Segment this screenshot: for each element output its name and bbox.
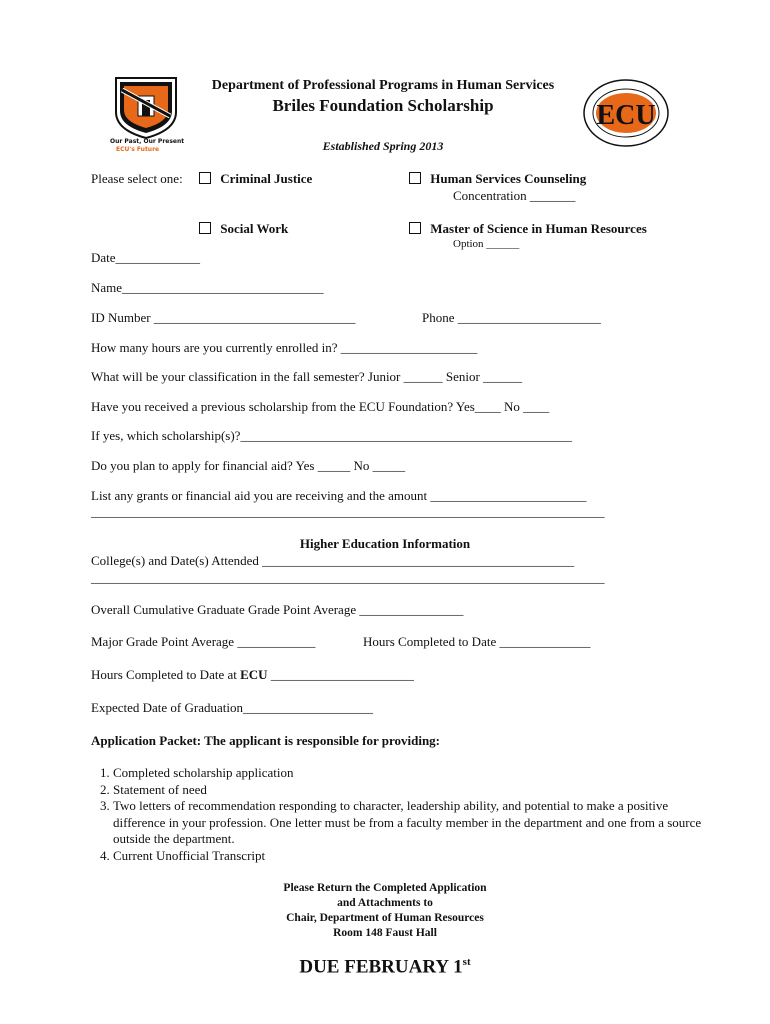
- select-prompt: Please select one:: [91, 171, 183, 186]
- date-field[interactable]: Date_____________: [91, 250, 201, 265]
- concentration-field[interactable]: Concentration _______: [453, 188, 576, 203]
- due-date-text: DUE FEBRUARY 1: [299, 956, 463, 978]
- due-date-sup: st: [462, 956, 471, 968]
- phone-field[interactable]: Phone ______________________: [422, 310, 601, 325]
- financial-aid-field[interactable]: Do you plan to apply for financial aid? Yes _____ No _____: [91, 458, 406, 473]
- option-criminal-justice[interactable]: [199, 171, 312, 187]
- list-item: 4. Current Unofficial Transcript: [113, 848, 713, 865]
- seal-letters: ECU: [596, 100, 656, 131]
- previous-scholarship-field[interactable]: Have you received a previous scholarship from the ECU Foundation? Yes____ No ____: [91, 399, 550, 414]
- packet-heading: Application Packet: The applicant is responsible for providing:: [91, 733, 441, 748]
- option-label: Master of Science in Human Resources: [430, 221, 647, 236]
- option-label: Criminal Justice: [220, 171, 313, 186]
- overall-gpa-field[interactable]: Overall Cumulative Graduate Grade Point Average ________________: [91, 602, 464, 617]
- classification-field[interactable]: What will be your classification in the fall semester? Junior ______ Senior ______: [91, 369, 523, 384]
- list-item: 2. Statement of need: [113, 782, 713, 799]
- which-scholarship-field[interactable]: If yes, which scholarship(s)?___________________________________________________: [91, 428, 572, 443]
- grants-field[interactable]: List any grants or financial aid you are receiving and the amount ________________________: [91, 488, 587, 503]
- established-date: Established Spring 2013: [322, 139, 444, 153]
- option-label: Human Services Counseling: [430, 171, 587, 186]
- option-ms-human-resources[interactable]: [409, 221, 647, 237]
- department-heading: Department of Professional Programs in Human Services: [211, 78, 555, 93]
- option-human-services-counseling[interactable]: [409, 171, 586, 187]
- option-field[interactable]: Option ______: [453, 238, 520, 250]
- checkbox-social-work[interactable]: [199, 222, 211, 234]
- id-number-field[interactable]: ID Number _______________________________: [91, 310, 356, 325]
- list-item: 3. Two letters of recommendation responding to character, leadership ability, and potential to make a positive difference in your profession. One letter must be from a faculty member in the department and one from a source outside the department.: [113, 798, 713, 848]
- due-date: [185, 956, 585, 978]
- hours-ecu-suffix: ______________________: [267, 667, 414, 682]
- logo-motto-2: ECU's Future: [116, 146, 160, 153]
- hours-enrolled-field[interactable]: How many hours are you currently enrolled in? _____________________: [91, 340, 478, 355]
- return-line-3: Chair, Department of Human Resources: [286, 912, 484, 924]
- ecu-seal-logo: [582, 78, 670, 148]
- checkbox-ms-human-resources[interactable]: [409, 222, 421, 234]
- return-line-2: and Attachments to: [337, 897, 433, 909]
- return-line-4: Room 148 Faust Hall: [333, 927, 437, 939]
- hours-ecu-bold: ECU: [240, 667, 268, 682]
- option-label: Social Work: [220, 221, 289, 236]
- name-field[interactable]: Name_______________________________: [91, 280, 324, 295]
- major-gpa-field[interactable]: Major Grade Point Average ____________: [91, 634, 316, 649]
- university-seal-icon: [582, 78, 670, 148]
- page-title: Briles Foundation Scholarship: [272, 96, 494, 115]
- list-item: 1. Completed scholarship application: [113, 765, 713, 782]
- graduation-date-field[interactable]: Expected Date of Graduation____________________: [91, 700, 373, 715]
- checkbox-criminal-justice[interactable]: [199, 172, 211, 184]
- requirements-list: [91, 765, 713, 864]
- logo-motto-1: Our Past, Our Present: [110, 138, 185, 145]
- checkbox-human-services-counseling[interactable]: [409, 172, 421, 184]
- return-line-1: Please Return the Completed Application: [283, 882, 487, 894]
- grants-field-line-2[interactable]: _______________________________________________________________________________: [91, 504, 605, 519]
- hours-completed-field[interactable]: Hours Completed to Date ______________: [363, 634, 591, 649]
- option-social-work[interactable]: [199, 221, 288, 237]
- hours-ecu-prefix: Hours Completed to Date at: [91, 667, 241, 682]
- colleges-field[interactable]: College(s) and Date(s) Attended ________________________________________________: [91, 553, 575, 568]
- hours-ecu-field[interactable]: [91, 667, 414, 683]
- higher-education-heading: Higher Education Information: [299, 536, 471, 551]
- ecu-foundation-logo: [110, 76, 185, 156]
- colleges-field-line-2[interactable]: _______________________________________________________________________________: [91, 570, 605, 585]
